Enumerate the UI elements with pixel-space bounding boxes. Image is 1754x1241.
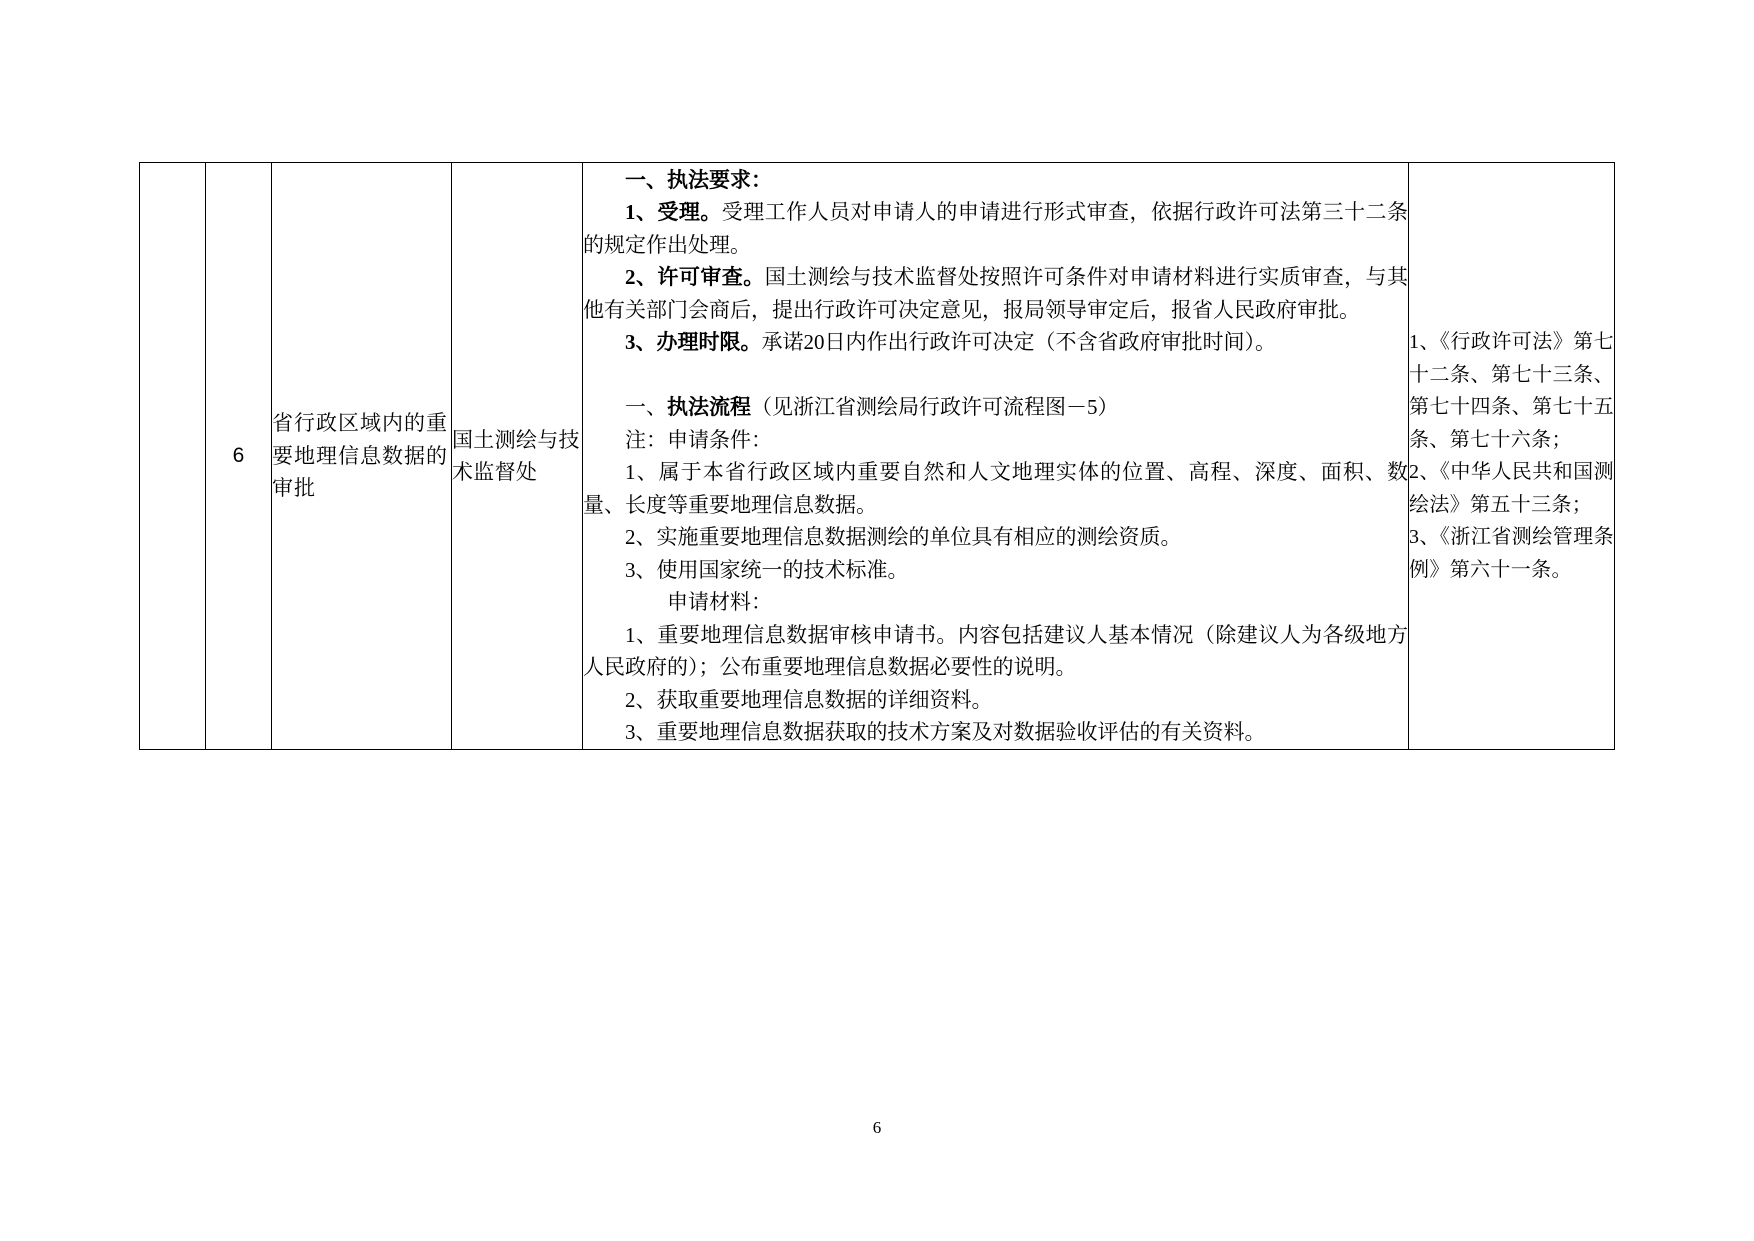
condition-item: 3、使用国家统一的技术标准。 bbox=[625, 557, 909, 582]
requirement-text: 承诺20日内作出行政许可决定（不含省政府审批时间）。 bbox=[761, 330, 1276, 354]
requirement-label: 3、办理时限。 bbox=[625, 330, 762, 354]
page-number: 6 bbox=[872, 1118, 882, 1137]
requirement-label: 1、受理。 bbox=[625, 200, 722, 224]
condition-item: 2、实施重要地理信息数据测绘的单位具有相应的测绘资质。 bbox=[625, 525, 1182, 549]
process-prefix: 一、 bbox=[625, 395, 667, 419]
material-item: 3、重要地理信息数据获取的技术方案及对数据验收评估的有关资料。 bbox=[625, 720, 1266, 744]
requirement-item bbox=[583, 326, 1408, 359]
conditions-heading: 注：申请条件： bbox=[625, 427, 772, 452]
requirement-label: 2、许可审查。 bbox=[625, 265, 765, 289]
row-index-cell bbox=[206, 163, 272, 750]
department: 国土测绘与技术监督处 bbox=[452, 427, 580, 484]
condition-item: 1、属于本省行政区域内重要自然和人文地理实体的位置、高程、深度、面积、数量、长度等重要地理信息数据。 bbox=[583, 460, 1408, 517]
legal-basis-cell bbox=[1409, 163, 1615, 750]
requirement-text: 受理工作人员对申请人的申请进行形式审查，依据行政许可法第三十二条的规定作出处理。 bbox=[583, 200, 1409, 257]
table-row bbox=[140, 163, 1615, 750]
legal-basis-item: 2、《中华人民共和国测绘法》第五十三条； bbox=[1409, 461, 1614, 516]
requirement-item bbox=[583, 196, 1408, 261]
materials-heading: 申请材料： bbox=[667, 590, 772, 614]
legal-basis-item: 1、《行政许可法》第七十二条、第七十三条、第七十四条、第七十五条、第七十六条； bbox=[1409, 331, 1614, 451]
requirement-item bbox=[583, 261, 1408, 326]
item-name: 省行政区域内的重要地理信息数据的审批 bbox=[272, 411, 448, 501]
process-title: 执法流程 bbox=[667, 395, 751, 419]
legal-basis-item: 3、《浙江省测绘管理条例》第六十一条。 bbox=[1409, 526, 1614, 581]
requirement-text: 国土测绘与技术监督处按照许可条件对申请材料进行实质审查，与其他有关部门会商后，提出行政许可决定意见，报局领导审定后，报省人民政府审批。 bbox=[583, 265, 1409, 322]
requirements-heading: 一、执法要求： bbox=[625, 167, 772, 192]
row-index: 6 bbox=[232, 444, 245, 467]
procedure-content-cell bbox=[583, 163, 1409, 750]
blank-cell bbox=[140, 163, 206, 750]
department-cell bbox=[452, 163, 583, 750]
item-name-cell bbox=[272, 163, 452, 750]
permit-table bbox=[139, 162, 1615, 750]
process-heading bbox=[583, 391, 1408, 424]
process-reference: （见浙江省测绘局行政许可流程图－5） bbox=[751, 395, 1119, 419]
material-item: 2、获取重要地理信息数据的详细资料。 bbox=[625, 687, 993, 712]
material-item: 1、重要地理信息数据审核申请书。内容包括建议人基本情况（除建议人为各级地方人民政府的）；公布重要地理信息数据必要性的说明。 bbox=[583, 622, 1408, 679]
